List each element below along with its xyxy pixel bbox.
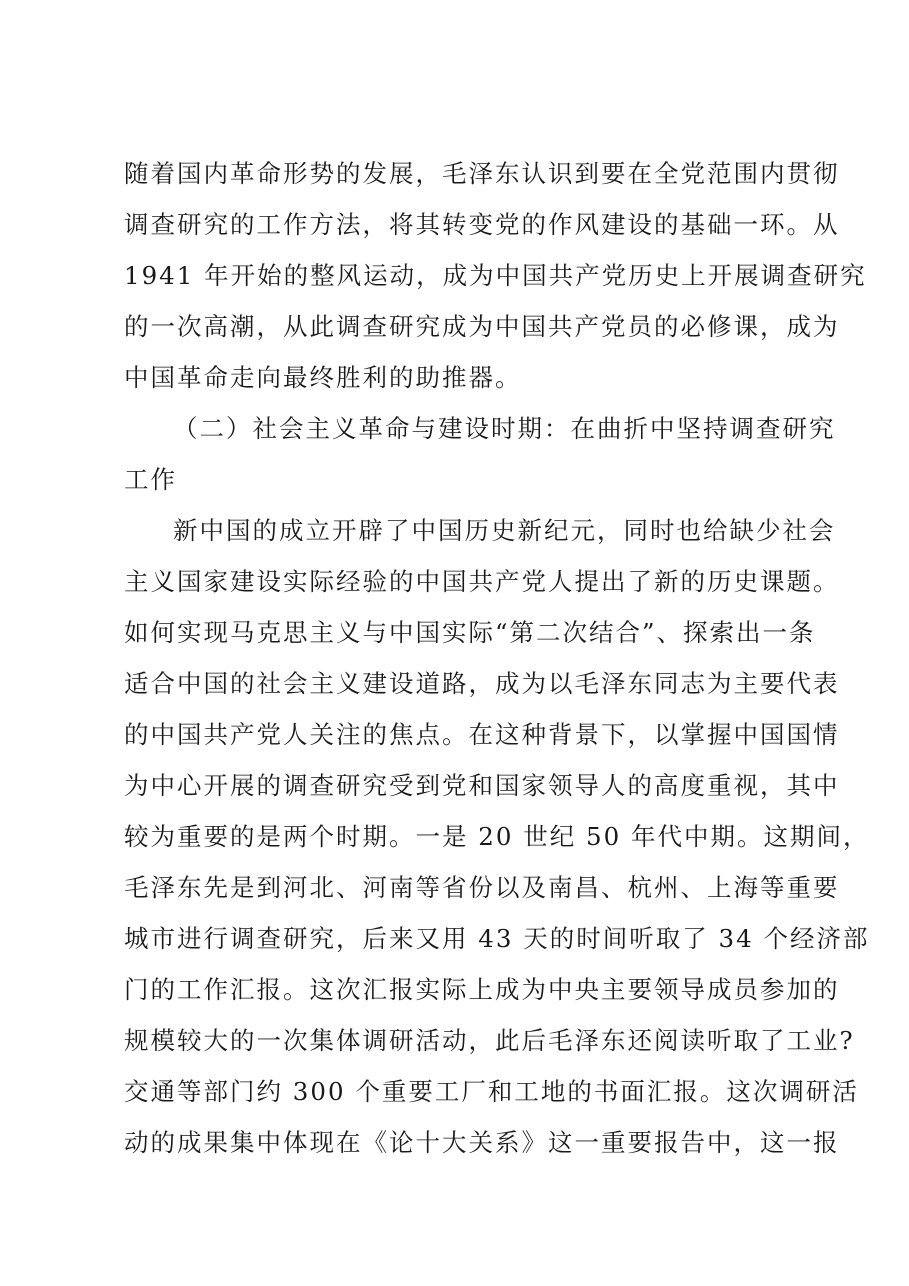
section-heading [124, 403, 836, 505]
text-line: 如何实现马克思主义与中国实际“第二次结合”、探索出一条 [124, 618, 816, 647]
heading-line: （二）社会主义革命与建设时期：在曲折中坚持调查研究 [173, 414, 836, 443]
text-line: 门的工作汇报。这次汇报实际上成为中央主要领导成员参加的 [124, 975, 840, 1004]
text-line: 为中心开展的调查研究受到党和国家领导人的高度重视，其中 [124, 771, 840, 800]
text-line: 适合中国的社会主义建设道路，成为以毛泽东同志为主要代表 [124, 669, 840, 698]
document-body [124, 148, 870, 1168]
paragraph-revolution-period-conclusion [124, 148, 867, 403]
text-line: 毛泽东先是到河北、河南等省份以及南昌、杭州、上海等重要 [124, 873, 840, 902]
text-line: 较为重要的是两个时期。一是 20 世纪 50 年代中期。这期间， [124, 822, 870, 851]
text-line: 随着国内革命形势的发展，毛泽东认识到要在全党范围内贯彻 [124, 159, 840, 188]
text-line: 交通等部门约 300 个重要工厂和工地的书面汇报。这次调研活 [124, 1077, 859, 1106]
text-line: 主义国家建设实际经验的中国共产党人提出了新的历史课题。 [124, 567, 840, 596]
paragraph-socialist-construction [124, 505, 870, 1168]
heading-line: 工作 [124, 465, 177, 494]
text-line: 规模较大的一次集体调研活动，此后毛泽东还阅读听取了工业? [124, 1026, 855, 1055]
text-line: 的中国共产党人关注的焦点。在这种背景下，以掌握中国国情 [124, 720, 840, 749]
text-line: 动的成果集中体现在《论十大关系》这一重要报告中，这一报 [124, 1128, 840, 1157]
text-line: 城市进行调查研究，后来又用 43 天的时间听取了 34 个经济部 [124, 924, 870, 953]
text-line: 的一次高潮，从此调查研究成为中国共产党员的必修课，成为 [124, 312, 840, 341]
text-line: 调查研究的工作方法，将其转变党的作风建设的基础一环。从 [124, 210, 840, 239]
text-line: 1941 年开始的整风运动，成为中国共产党历史上开展调查研究 [124, 261, 867, 290]
text-line: 新中国的成立开辟了中国历史新纪元，同时也给缺少社会 [173, 516, 836, 545]
text-line: 中国革命走向最终胜利的助推器。 [124, 363, 522, 392]
